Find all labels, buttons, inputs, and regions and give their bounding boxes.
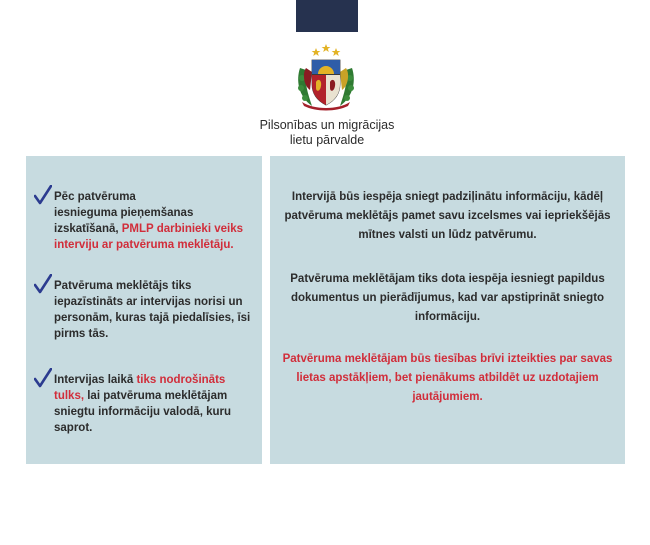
checkmark-icon — [34, 274, 52, 294]
top-bar — [296, 0, 358, 32]
item-text: lai patvēruma meklētājam — [84, 390, 228, 402]
left-info-panel — [26, 156, 262, 464]
paragraph-line: dokumentus un pierādījumus, kad var apstiprināt sniegto — [290, 292, 605, 304]
paragraph-line: mītnes valsti un lūdz patvērumu. — [358, 229, 537, 241]
info-paragraph-highlight — [280, 350, 615, 407]
item-text: Patvēruma meklētājs tiks — [54, 280, 192, 292]
paragraph-line: informāciju. — [414, 311, 481, 323]
paragraph-line: jautājumiem. — [412, 391, 483, 403]
item-highlight: tiks nodrošināts — [136, 374, 226, 386]
paragraph-line: Intervijā būs iespēja sniegt padziļinātu informāciju, kādēļ — [291, 191, 604, 203]
info-paragraph — [280, 188, 615, 245]
paragraph-line: Patvēruma meklētājam būs tiesības brīvi izteikties par savas — [282, 353, 613, 365]
organization-name-line: lietu pārvalde — [289, 133, 365, 147]
coat-of-arms-logo — [292, 42, 360, 112]
list-item — [40, 372, 258, 436]
item-text: personām, kuras tajā piedalīsies, īsi — [54, 312, 251, 324]
item-text: izskatīšanā, — [54, 223, 122, 235]
paragraph-line: lietas apstākļiem, bet pienākums atbildēt uz uzdotajiem — [296, 372, 599, 384]
item-highlight: tulks, — [54, 390, 85, 402]
paragraph-line: Patvēruma meklētājam tiks dota iespēja iesniegt papildus — [290, 273, 605, 285]
organization-name — [250, 118, 404, 148]
list-item — [40, 189, 258, 253]
item-text: iesnieguma pieņemšanas — [54, 207, 194, 219]
paragraph-line: patvēruma meklētājs pamet savu izcelsmes vai iepriekšējās — [284, 210, 611, 222]
item-text: Intervijas laikā — [54, 374, 137, 386]
item-highlight: PMLP darbinieki veiks — [121, 223, 243, 235]
item-text: sniegtu informāciju valodā, kuru — [54, 406, 232, 418]
info-paragraph — [280, 270, 615, 327]
item-text: iepazīstināts ar intervijas norisi un — [54, 296, 243, 308]
item-text: saprot. — [54, 422, 93, 434]
item-highlight: interviju ar patvēruma meklētāju. — [54, 239, 234, 251]
organization-name-line: Pilsonības un migrācijas — [259, 118, 395, 132]
item-text: Pēc patvēruma — [54, 191, 136, 203]
checkmark-icon — [34, 368, 52, 388]
item-text: pirms tās. — [54, 328, 109, 340]
right-info-panel — [270, 156, 625, 464]
list-item — [40, 278, 258, 342]
checkmark-icon — [34, 185, 52, 205]
